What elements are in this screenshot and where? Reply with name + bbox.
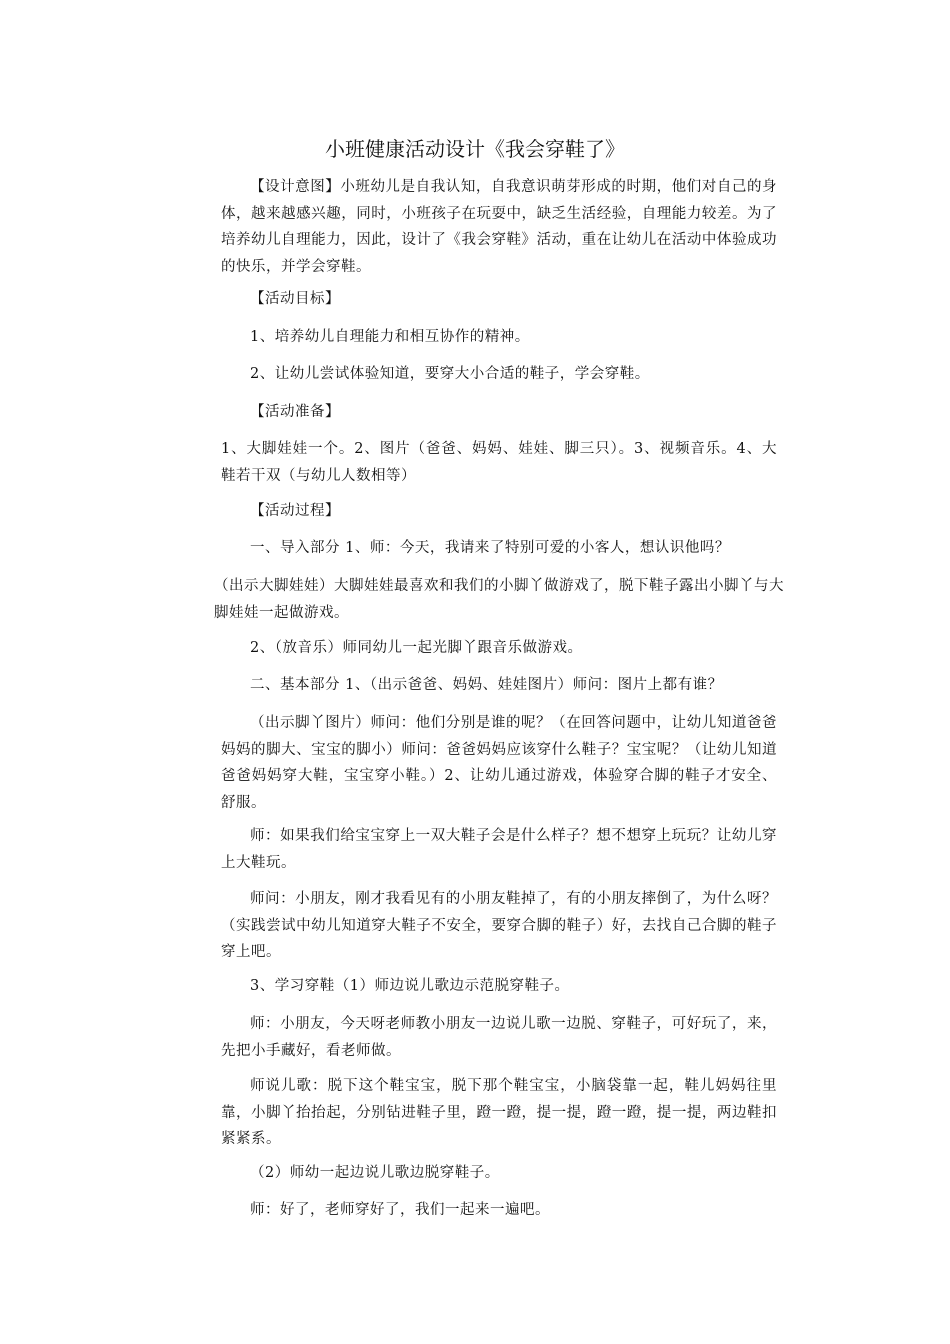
document-title: 小班健康活动设计《我会穿鞋了》 (325, 137, 625, 161)
paragraph-nursery-rhyme: 师说儿歌：脱下这个鞋宝宝，脱下那个鞋宝宝，小脑袋靠一起，鞋儿妈妈往里靠，小脚丫抬抬起，分别钻进鞋子里，蹬一蹬，提一提，蹬一蹬，提一提，两边鞋扣紧紧系。 (221, 1078, 777, 1147)
heading-activity-preparation: 【活动准备】 (250, 404, 340, 420)
paragraph-intro-part: 一、导入部分 1、师：今天，我请来了特别可爱的小客人，想认识他吗？ (250, 540, 730, 556)
paragraph-goal-1: 1、培养幼儿自理能力和相互协作的精神。 (250, 329, 530, 345)
paragraph-teacher-asks: 师问：小朋友，刚才我看见有的小朋友鞋掉了，有的小朋友摔倒了，为什么呀？（实践尝试中幼儿知道穿大鞋子不安全，要穿合脚的鞋子）好，去找自己合脚的鞋子穿上吧。 (221, 891, 777, 960)
paragraph-show-doll: （出示大脚娃娃）大脚娃娃最喜欢和我们的小脚丫做游戏了，脱下鞋子露出小脚丫与大脚娃娃一起做游戏。 (214, 578, 784, 621)
paragraph-learn-shoes: 3、学习穿鞋（1）师边说儿歌边示范脱穿鞋子。 (250, 978, 570, 994)
paragraph-goal-2: 2、让幼儿尝试体验知道，要穿大小合适的鞋子，学会穿鞋。 (250, 366, 650, 382)
heading-activity-goals: 【活动目标】 (250, 291, 340, 307)
paragraph-music-game: 2、（放音乐）师同幼儿一起光脚丫跟音乐做游戏。 (250, 640, 583, 656)
paragraph-lets-try: 师：好了，老师穿好了，我们一起来一遍吧。 (250, 1202, 550, 1218)
paragraph-preparation: 1、大脚娃娃一个。2、图片（爸爸、妈妈、娃娃、脚三只）。3、视频音乐。4、大鞋若干双（与幼儿人数相等） (221, 441, 777, 484)
paragraph-basic-part: 二、基本部分 1、（出示爸爸、妈妈、娃娃图片）师问：图片上都有谁？ (250, 677, 723, 693)
paragraph-design-intent: 【设计意图】小班幼儿是自我认知，自我意识萌芽形成的时期，他们对自己的身体，越来越感兴趣，同时，小班孩子在玩耍中，缺乏生活经验，自理能力较差。为了培养幼儿自理能力，因此，设计了《我会穿鞋》活动，重在让幼儿在活动中体验成功的快乐，并学会穿鞋。 (221, 179, 777, 275)
paragraph-feet-pictures: （出示脚丫图片）师问：他们分别是谁的呢？（在回答问题中，让幼儿知道爸爸妈妈的脚大、宝宝的脚小）师问：爸爸妈妈应该穿什么鞋子？宝宝呢？（让幼儿知道爸爸妈妈穿大鞋，宝宝穿小鞋。）2、让幼儿通过游戏，体验穿合脚的鞋子才安全、舒服。 (221, 715, 777, 811)
paragraph-big-shoes: 师：如果我们给宝宝穿上一双大鞋子会是什么样子？想不想穿上玩玩？让幼儿穿上大鞋玩。 (221, 828, 777, 871)
heading-activity-process: 【活动过程】 (250, 503, 340, 519)
paragraph-together: （2）师幼一起边说儿歌边脱穿鞋子。 (250, 1165, 500, 1181)
paragraph-teacher-teaches: 师：小朋友，今天呀老师教小朋友一边说儿歌一边脱、穿鞋子，可好玩了，来，先把小手藏好，看老师做。 (221, 1016, 777, 1059)
